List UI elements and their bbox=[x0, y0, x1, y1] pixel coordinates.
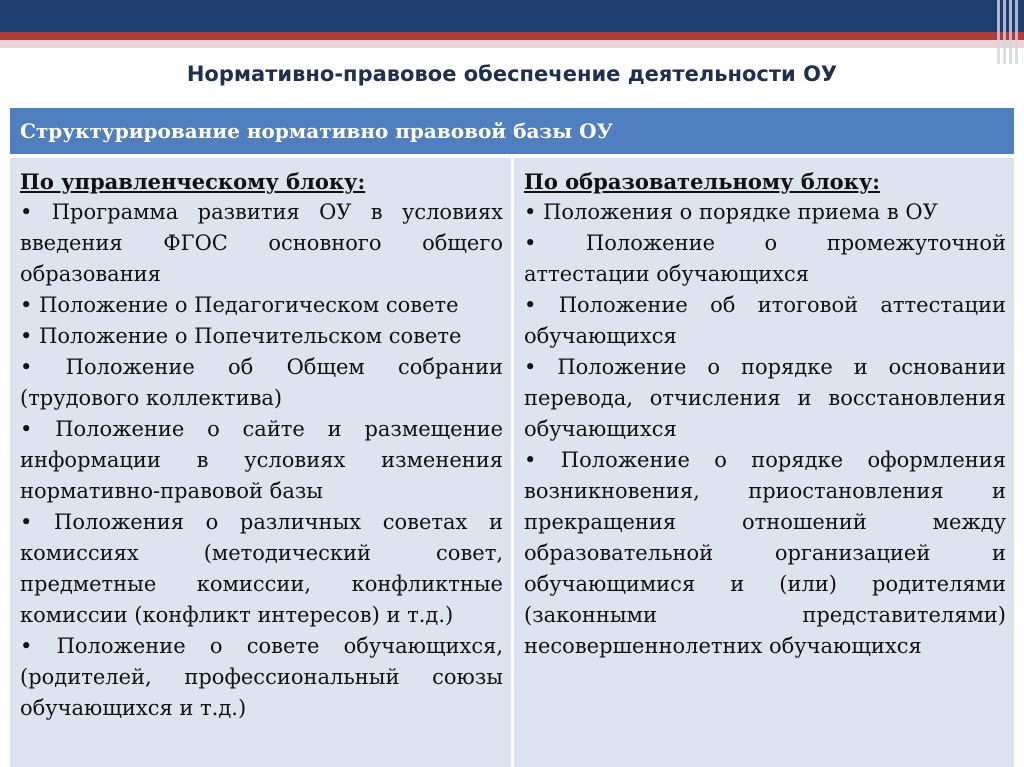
right-column bbox=[514, 158, 1014, 767]
list-item: • Положение о порядке и основании перевода, отчисления и восстановления обучающихся bbox=[524, 352, 1006, 445]
table-header: Структурирование нормативно правовой базы ОУ bbox=[10, 108, 1014, 154]
list-item: • Положение об итоговой аттестации обучающихся bbox=[524, 290, 1006, 352]
top-band-light bbox=[0, 40, 1024, 48]
list-item: • Положение о Попечительском совете bbox=[20, 321, 503, 352]
list-item: • Программа развития ОУ в условиях введения ФГОС основного общего образования bbox=[20, 197, 503, 290]
content-table bbox=[10, 108, 1014, 767]
left-column bbox=[10, 158, 511, 767]
top-band-red bbox=[0, 32, 1024, 40]
list-item: • Положение о промежуточной аттестации обучающихся bbox=[524, 228, 1006, 290]
list-item: • Положения о порядке приема в ОУ bbox=[524, 197, 1006, 228]
list-item: • Положения о различных советах и комиссиях (методический совет, предметные комиссии, конфликтные комиссии (конфликт интересов) и т.д.) bbox=[20, 507, 503, 631]
list-item: • Положение о порядке оформления возникновения, приостановления и прекращения отношений между образовательной организацией и обучающимися и (или) родителями (законными представителями) несовершеннолетних обучающихся bbox=[524, 445, 1006, 662]
left-column-heading: По управленческому блоку: bbox=[20, 169, 366, 194]
list-item: • Положение об Общем собрании (трудового коллектива) bbox=[20, 352, 503, 414]
slide-title: Нормативно-правовое обеспечение деятельности ОУ bbox=[186, 62, 838, 86]
right-column-heading: По образовательному блоку: bbox=[524, 169, 881, 194]
list-item: • Положение о сайте и размещение информации в условиях изменения нормативно-правовой базы bbox=[20, 414, 503, 507]
decorative-stripes bbox=[984, 0, 1024, 64]
list-item: • Положение о Педагогическом совете bbox=[20, 290, 503, 321]
list-item: • Положение о совете обучающихся, (родителей, профессиональный союзы обучающихся и т.д.) bbox=[20, 631, 503, 724]
top-band-blue bbox=[0, 0, 1024, 32]
